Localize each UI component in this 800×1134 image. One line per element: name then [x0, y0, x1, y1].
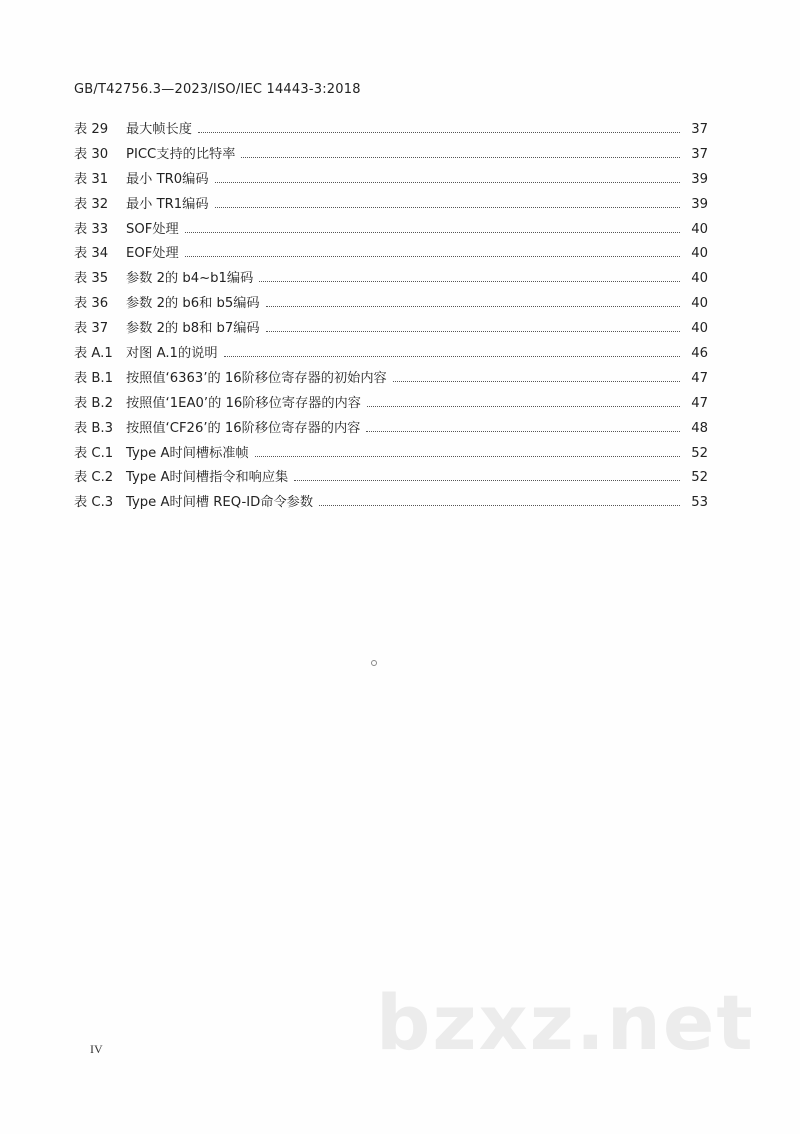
toc-entry-page: 47: [691, 370, 708, 386]
toc-dot-leader: [215, 182, 680, 183]
toc-entry[interactable]: [74, 317, 708, 342]
toc-entry-title: 最小 TR1编码: [126, 196, 209, 212]
toc-entry-label: 表 35: [74, 271, 109, 287]
toc-entry-page: 53: [691, 495, 708, 511]
toc-entry[interactable]: [74, 193, 708, 218]
toc-dot-leader: [224, 356, 680, 357]
toc-entry-page: 40: [691, 221, 708, 237]
toc-entry-page: 40: [691, 271, 708, 287]
toc-entry[interactable]: [74, 491, 708, 516]
toc-entry-title: Type A时间槽 REQ-ID命令参数: [126, 495, 314, 511]
toc-entry[interactable]: [74, 143, 708, 168]
toc-entry[interactable]: [74, 242, 708, 267]
toc-entry-title: 对图 A.1的说明: [126, 346, 218, 362]
toc-entry-title: 按照值‘6363’的 16阶移位寄存器的初始内容: [126, 370, 387, 386]
toc-entry-page: 48: [691, 420, 708, 436]
toc-dot-leader: [367, 406, 680, 407]
toc-entry-label: 表 37: [74, 321, 109, 337]
toc-dot-leader: [266, 306, 680, 307]
toc-entry-page: 47: [691, 395, 708, 411]
toc-entry-page: 40: [691, 296, 708, 312]
toc-entry[interactable]: [74, 442, 708, 467]
toc-entry[interactable]: [74, 342, 708, 367]
toc-entry-label: 表 B.2: [74, 395, 114, 411]
toc-entry[interactable]: [74, 168, 708, 193]
toc-entry[interactable]: [74, 466, 708, 491]
toc-entry-page: 39: [691, 171, 708, 187]
small-circle-mark: [371, 660, 377, 666]
toc-dot-leader: [259, 281, 680, 282]
toc-entry-page: 39: [691, 196, 708, 212]
toc-dot-leader: [185, 256, 680, 257]
toc-entry[interactable]: [74, 118, 708, 143]
toc-entry-label: 表 34: [74, 246, 109, 262]
toc-entry-label: 表 33: [74, 221, 109, 237]
toc-entry[interactable]: [74, 367, 708, 392]
toc-entry[interactable]: [74, 267, 708, 292]
toc-entry-title: Type A时间槽指令和响应集: [126, 470, 289, 486]
toc-dot-leader: [241, 157, 680, 158]
toc-entry[interactable]: [74, 292, 708, 317]
toc-entry-label: 表 31: [74, 171, 109, 187]
toc-entry-label: 表 C.3: [74, 495, 114, 511]
watermark-logo: bzxz.net: [376, 978, 755, 1067]
toc-dot-leader: [393, 381, 680, 382]
toc-entry-title: 最小 TR0编码: [126, 171, 209, 187]
toc-entry[interactable]: [74, 417, 708, 442]
toc-dot-leader: [255, 456, 680, 457]
toc-dot-leader: [198, 132, 680, 133]
toc-entry-label: 表 36: [74, 296, 109, 312]
toc-entry[interactable]: [74, 392, 708, 417]
toc-entry-title: PICC支持的比特率: [126, 146, 236, 162]
toc-entry-title: 按照值‘1EA0’的 16阶移位寄存器的内容: [126, 395, 361, 411]
toc-entry-title: Type A时间槽标准帧: [126, 445, 249, 461]
page-number: IV: [90, 1042, 103, 1056]
standard-header: GB/T42756.3—2023/ISO/IEC 14443-3:2018: [74, 82, 361, 97]
toc-dot-leader: [185, 232, 680, 233]
toc-entry-label: 表 C.2: [74, 470, 114, 486]
toc-entry-title: 按照值‘CF26’的 16阶移位寄存器的内容: [126, 420, 361, 436]
toc-entry-label: 表 B.3: [74, 420, 114, 436]
toc-entry[interactable]: [74, 218, 708, 243]
toc-dot-leader: [366, 431, 680, 432]
toc-entry-page: 37: [691, 146, 708, 162]
toc-entry-label: 表 C.1: [74, 445, 114, 461]
toc-entry-page: 37: [691, 122, 708, 137]
toc-entry-page: 46: [691, 346, 708, 362]
toc-entry-title: EOF处理: [126, 246, 179, 262]
toc-entry-page: 40: [691, 246, 708, 262]
toc-dot-leader: [215, 207, 680, 208]
toc-entry-title: 最大帧长度: [126, 122, 192, 137]
toc-entry-page: 40: [691, 321, 708, 337]
toc-entry-page: 52: [691, 470, 708, 486]
toc-entry-label: 表 30: [74, 146, 109, 162]
toc-entry-title: 参数 2的 b4~b1编码: [126, 271, 254, 287]
toc-dot-leader: [319, 505, 680, 506]
toc-entry-label: 表 29: [74, 122, 109, 137]
toc-entry-label: 表 32: [74, 196, 109, 212]
toc-entry-label: 表 B.1: [74, 370, 114, 386]
toc-entry-title: 参数 2的 b6和 b5编码: [126, 296, 260, 312]
toc-entry-page: 52: [691, 445, 708, 461]
toc-dot-leader: [266, 331, 680, 332]
toc-entry-title: 参数 2的 b8和 b7编码: [126, 321, 260, 337]
table-of-contents: [74, 118, 708, 516]
toc-entry-title: SOF处理: [126, 221, 179, 237]
toc-entry-label: 表 A.1: [74, 346, 113, 362]
toc-dot-leader: [294, 480, 680, 481]
